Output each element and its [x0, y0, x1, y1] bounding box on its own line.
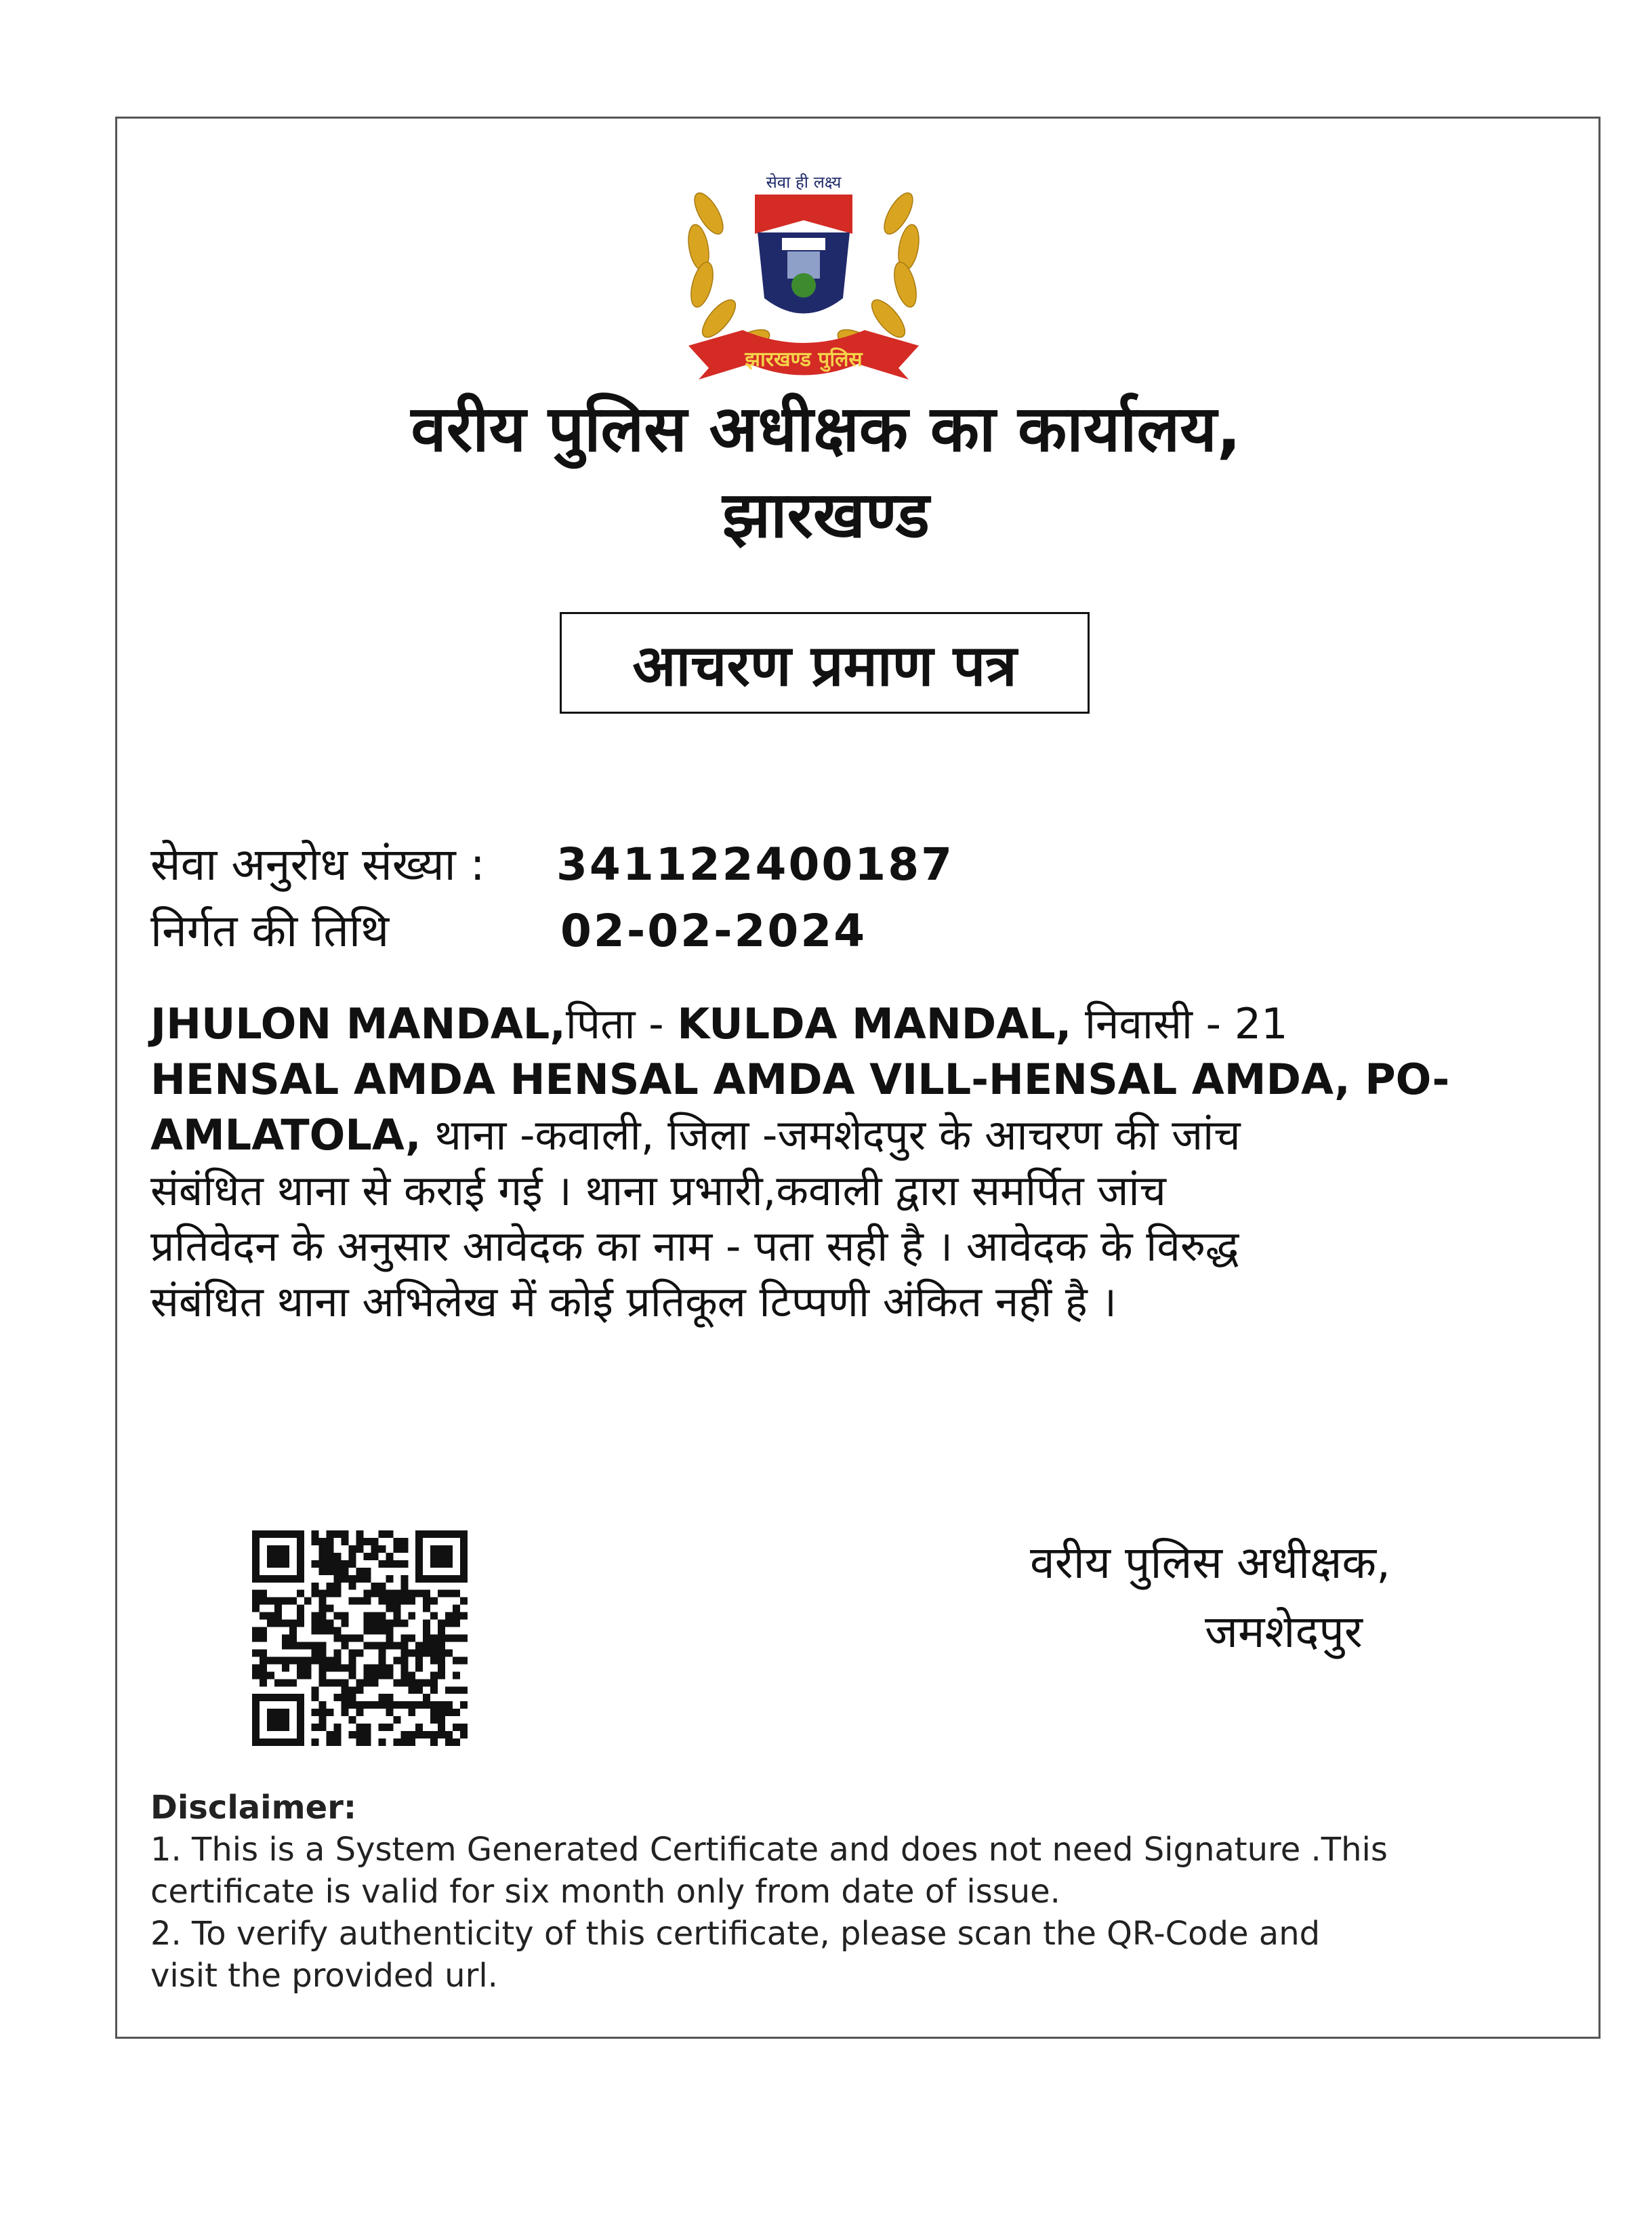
- resident-label: निवासी - 21: [1071, 999, 1288, 1049]
- disclaimer-line-1: 1. This is a System Generated Certificate and does not need Signature .This: [150, 1831, 1388, 1869]
- disclaimer: [150, 1787, 1540, 1997]
- address-line: HENSAL AMDA HENSAL AMDA VILL-HENSAL AMDA, PO-: [150, 1055, 1450, 1104]
- body-line-2: [150, 1052, 1540, 1107]
- father-name: KULDA MANDAL,: [677, 999, 1072, 1049]
- disclaimer-line-4: visit the provided url.: [150, 1957, 498, 1995]
- svg-text:झारखण्ड पुलिस: झारखण्ड पुलिस: [745, 348, 863, 371]
- certificate-title: आचरण प्रमाण पत्र: [560, 612, 1090, 714]
- qr-code-icon[interactable]: [252, 1530, 468, 1746]
- svg-text:सेवा ही लक्ष्य: सेवा ही लक्ष्य: [766, 173, 842, 192]
- office-title: वरीय पुलिस अधीक्षक का कार्यालय,: [411, 392, 1241, 466]
- request-number-row: [150, 832, 954, 893]
- body-line-1: [150, 996, 1540, 1052]
- request-number-value: 341122400187: [556, 838, 955, 891]
- body-line-5: प्रतिवेदन के अनुसार आवेदक का नाम - पता सही है । आवेदक के विरुद्ध: [150, 1221, 1239, 1271]
- issue-date-label: निर्गत की तिथि: [150, 905, 390, 957]
- disclaimer-heading: Disclaimer:: [150, 1789, 357, 1827]
- body-line-3: [150, 1107, 1540, 1163]
- issue-date-value: 02-02-2024: [560, 905, 867, 957]
- body-text-3: थाना -कवाली, जिला -जमशेदपुर के आचरण की जांच: [421, 1110, 1241, 1160]
- signatory-title: वरीय पुलिस अधीक्षक,: [1030, 1537, 1391, 1589]
- office-state: झारखण्ड: [722, 479, 930, 552]
- disclaimer-line-2: certificate is valid for six month only from date of issue.: [150, 1873, 1060, 1911]
- certificate-body: [150, 996, 1540, 1330]
- body-line-4: संबंधित थाना से कराई गई । थाना प्रभारी,कवाली द्वारा समर्पित जांच: [150, 1166, 1166, 1215]
- disclaimer-line-3: 2. To verify authenticity of this certificate, please scan the QR-Code and: [150, 1915, 1321, 1953]
- body-line-6: संबंधित थाना अभिलेख में कोई प्रतिकूल टिप्पणी अंकित नहीं है ।: [150, 1277, 1117, 1326]
- request-number-label: सेवा अनुरोध संख्या :: [150, 838, 485, 891]
- issue-date-row: [150, 899, 867, 960]
- applicant-name: JHULON MANDAL,: [150, 999, 566, 1049]
- address-po: AMLATOLA,: [150, 1110, 421, 1160]
- father-label: पिता -: [565, 999, 678, 1049]
- jharkhand-police-emblem: [661, 152, 946, 400]
- signatory-location: जमशेदपुर: [1205, 1606, 1363, 1658]
